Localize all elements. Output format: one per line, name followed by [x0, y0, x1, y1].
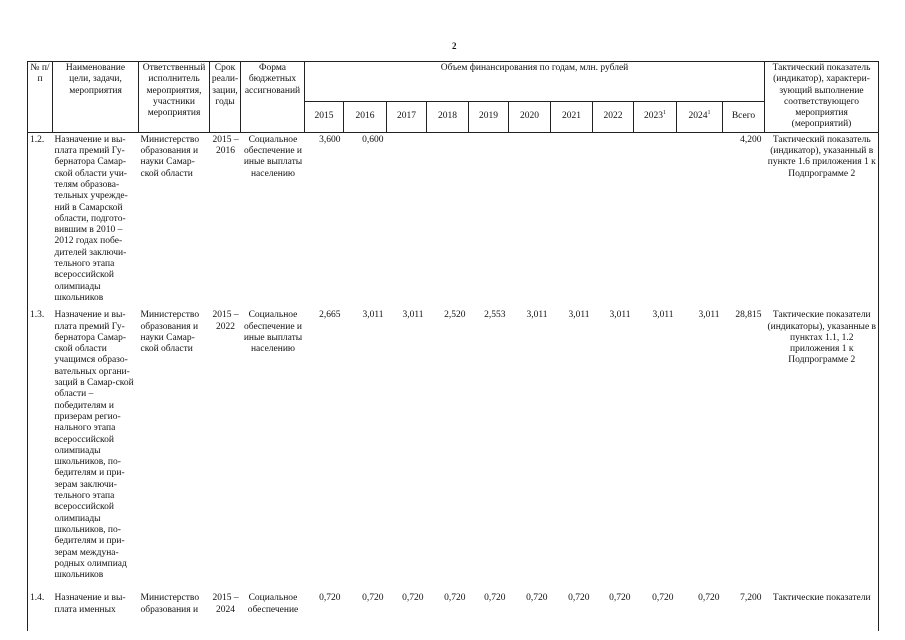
row-total: 28,815: [735, 310, 762, 321]
row-form: Социальное обеспечение: [247, 593, 299, 615]
financing-table: [27, 61, 879, 631]
row-form: Социальное обеспечение и иные выплаты населению: [243, 310, 303, 355]
row-term: 2015 – 2022: [212, 310, 239, 332]
header-total: Всего: [723, 101, 765, 132]
header-year: 2017: [387, 101, 427, 132]
row-indicator: Тактические показатели (индикаторы), указанные в пунктах 1.1, 1.2 приложения 1 к Подпрограмме 2: [765, 308, 879, 591]
row-value: [551, 132, 593, 308]
row-value: 0,720: [568, 593, 590, 604]
table-row: [28, 132, 879, 308]
row-value: 0,600: [362, 134, 384, 145]
footnote-mark: 1: [663, 110, 666, 117]
row-num: 1.2.: [28, 132, 53, 308]
row-value: 3,011: [362, 310, 384, 321]
header-year: 2015: [305, 101, 344, 132]
header-name: Наименование цели, задачи, мероприятия: [53, 62, 139, 133]
row-value: 3,011: [568, 310, 590, 321]
row-name: Назначение и вы-плата премий Гу-бернатора Самар-ской области учащимся образо-вательных органи-заций в Самар-ской области – победителям и призерам регио-нального этапа всероссийской олимпиады школьников, по-бедителям и при-зерам заключи-тельного этапа всероссийской олимпиады школьников, по-бедителям и при-зерам междуна-родных олимпиад школьников: [54, 310, 134, 581]
row-value: 2,665: [319, 310, 341, 321]
table-row: [28, 308, 879, 591]
row-name: Назначение и вы-плата именных: [54, 593, 126, 615]
row-value: 3,011: [609, 310, 631, 321]
row-value: 0,720: [698, 593, 720, 604]
row-name: Назначение и вы-плата премий Гу-бернатора Самар-ской области учи-телям образова-тельных учрежде-ний в Самарской области, подгото-вившим в 2010 – 2012 годах побе-дителей заключи-тельного этапа всероссийской олимпиады школьников: [54, 134, 128, 303]
header-form: Форма бюджетных ассигнований: [241, 62, 305, 133]
header-executor: Ответственный исполнитель мероприятия, участники мероприятия: [139, 62, 210, 133]
header-year: 2022: [593, 101, 634, 132]
row-value: 0,720: [444, 593, 466, 604]
row-value: 3,011: [652, 310, 674, 321]
header-year: 2023$^1$: [634, 101, 677, 132]
header-year: 2021: [551, 101, 593, 132]
row-num: 1.4.: [28, 591, 53, 631]
header-indicator: Тактический показатель (индикатор), характери-зующий выполнение соответствующего мероприятия (мероприятий): [765, 62, 879, 133]
row-executor: Министерство образования и науки Самар-ской области: [140, 310, 200, 355]
row-indicator: Тактический показатель (индикатор), указанный в пункте 1.6 приложения 1 к Подпрограмме 2: [765, 132, 879, 308]
header-year: 2016: [344, 101, 387, 132]
header-term: Срок реали-зации, годы: [210, 62, 241, 133]
header-num: № п/п: [28, 62, 53, 133]
header-year: 2018: [427, 101, 469, 132]
row-value: [387, 132, 427, 308]
row-executor: Министерство образования и: [140, 593, 200, 615]
row-total: 4,200: [740, 134, 762, 145]
row-value: 2,520: [444, 310, 466, 321]
row-indicator: Тактические показатели: [765, 591, 879, 631]
row-term: 2015 – 2024: [212, 593, 239, 615]
row-value: [427, 132, 469, 308]
row-executor: Министерство образования и науки Самар-ской области: [140, 134, 200, 179]
row-value: [677, 132, 723, 308]
row-value: 0,720: [609, 593, 631, 604]
header-year: 2019: [469, 101, 509, 132]
row-total: 7,200: [740, 593, 762, 604]
row-value: 2,553: [484, 310, 506, 321]
row-value: 0,720: [526, 593, 548, 604]
footnote-mark: 1: [707, 110, 711, 117]
row-value: [469, 132, 509, 308]
row-value: 0,720: [319, 593, 341, 604]
table-row: [28, 591, 879, 631]
row-term: 2015 – 2016: [212, 134, 239, 157]
row-num: 1.3.: [28, 308, 53, 591]
header-year: 2024$^1$: [677, 101, 723, 132]
header-year: 2020: [509, 101, 551, 132]
row-value: 3,011: [526, 310, 548, 321]
row-value: 0,720: [402, 593, 424, 604]
row-value: 3,600: [319, 134, 341, 145]
row-value: 0,720: [652, 593, 674, 604]
page-number: 2: [452, 41, 457, 51]
row-value: [593, 132, 634, 308]
row-value: [634, 132, 677, 308]
row-value: 3,011: [698, 310, 720, 321]
row-value: 0,720: [362, 593, 384, 604]
row-value: 3,011: [402, 310, 424, 321]
header-financing: Объем финансирования по годам, млн. рублей: [305, 62, 765, 102]
row-value: 0,720: [484, 593, 506, 604]
row-form: Социальное обеспечение и иные выплаты населению: [243, 134, 303, 179]
row-value: [509, 132, 551, 308]
